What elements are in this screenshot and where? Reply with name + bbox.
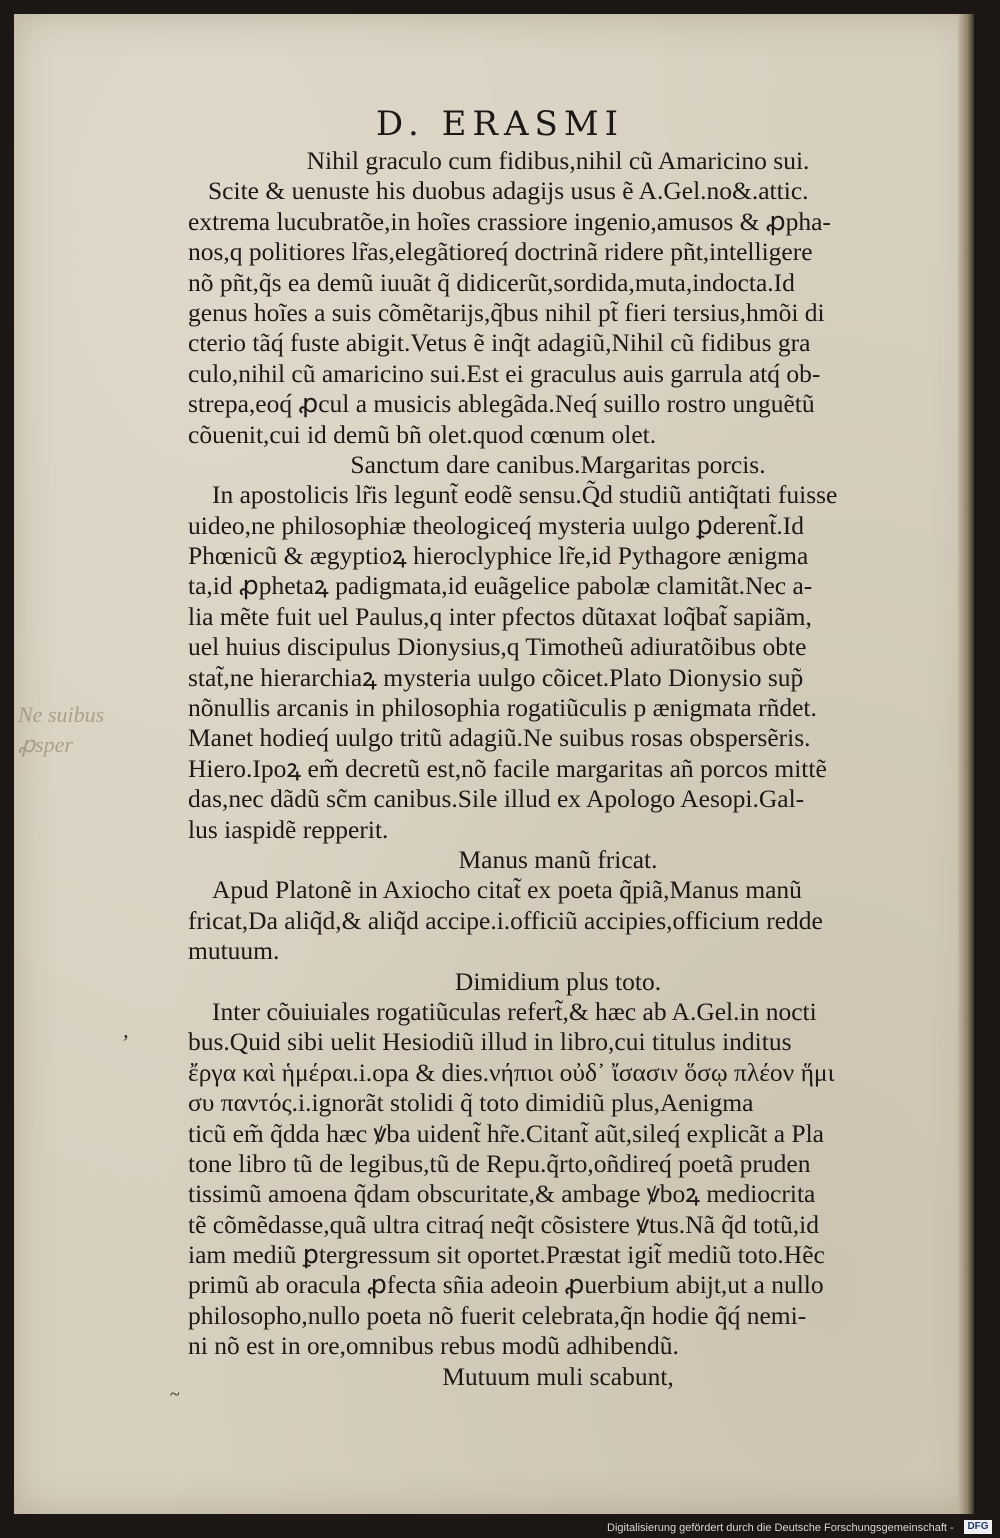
text-line: Scite & uenuste his duobus adagĳs usus ẽ A.Gel.no&.attic. xyxy=(208,176,809,206)
text-line: stat̃,ne hierarchiaꝝ mysteria uulgo cõicet.Plato Dionysio sup̃ xyxy=(188,662,804,692)
text-line: das,nec dãdũ sc̃m canibus.Sile illud ex Apologo Aesopi.Gal- xyxy=(188,784,805,814)
text-line: ἔργα καὶ ἡμέραι.i.opa & dies.νήπιοι οὐδ᾽ ἴσασιν ὅσῳ πλέον ἥμι xyxy=(188,1057,835,1087)
text-line: primũ ab oracula ꝓfecta sñia adeoin ꝓuerbium abĳt,ut a nullo xyxy=(188,1270,824,1300)
text-line: culo,nihil cũ amaricino sui.Est ei graculus auis garrula atq́ ob- xyxy=(188,358,821,388)
text-line: Manet hodieq́ uulgo tritũ adagiũ.Ne suibus rosas obspersẽris. xyxy=(188,723,811,753)
text-line: Inter cõuiuiales rogatiũculas refert̃,& hæc ab A.Gel.in nocti xyxy=(212,996,817,1026)
text-line: In apostolicis lr̃is legunt̃ eodẽ sensu.Q̃d studiũ antiq̃tati fuisse xyxy=(212,480,838,510)
margin-note xyxy=(18,700,104,760)
text-line: συ παντός.i.ignorãt stolidi q̃ toto dimidiũ plus,Aenigma xyxy=(188,1088,754,1118)
text-line: ni nõ est in ore,omnibus rebus modũ adhibendũ. xyxy=(188,1331,679,1361)
adage-title: Nihil graculo cum fidibus,nihil cũ Amaricino sui. xyxy=(306,146,810,175)
text-line: extrema lucubratõe,in hoĩes crassiore ingenio,amusos & ꝓpha- xyxy=(188,206,831,236)
text-line: philosopho,nullo poeta nõ fuerit celebrata,q̃n hodie q̃q́ nemi- xyxy=(188,1300,807,1330)
text-line: genus hoĩes a suis cõmẽtarĳs,q̃bus nihil pt̃ fieri tersius,hmõi di xyxy=(188,297,825,327)
text-line: ta,id ꝓphetaꝝ padigmata,id euãgelice pabolæ clamitãt.Nec a- xyxy=(188,571,813,601)
text-line: strepa,eoq́ ꝓcul a musicis ablegãda.Neq́ suillo rostro unguẽtũ xyxy=(188,389,815,419)
margin-note-line: Ne suibus xyxy=(18,702,105,727)
text-line: uel huius discipulus Dionysius,q Timotheũ adiuratõibus obte xyxy=(188,632,807,662)
stray-mark: ~ xyxy=(170,1384,180,1404)
adage-title: Mutuum muli scabunt, xyxy=(442,1361,674,1391)
text-line: Hiero.Ipoꝝ em̃ decretũ est,nõ facile margaritas añ porcos mittẽ xyxy=(188,753,827,783)
page-edge xyxy=(958,14,974,1514)
text-line: cterio tãq́ fuste abigit.Vetus ẽ inq̃t adagiũ,Nihil cũ fidibus gra xyxy=(188,328,811,358)
text-line: tẽ cõmẽdasse,quã ultra citraq́ neq̃t cõsistere ꝟtus.Nã q̃d totũ,id xyxy=(188,1209,820,1239)
text-line: cõuenit,cui id demũ bñ olet.quod cœnum olet. xyxy=(188,419,657,449)
text-line: nõnullis arcanis in philosophia rogatiũculis p ænigmata rñdet. xyxy=(188,693,817,723)
dfg-logo: DFG xyxy=(964,1520,992,1534)
adage-title: Manus manũ fricat. xyxy=(458,844,658,874)
text-line: iam mediũ ꝑtergressum sit oportet.Præstat igit̃ mediũ toto.Hẽc xyxy=(188,1240,825,1270)
text-line: Apud Platonẽ in Axiocho citat̃ ex poeta q̃piã,Manus manũ xyxy=(212,875,802,905)
text-line: bus.Quid sibi uelit Hesiodiũ illud in libro,cui titulus inditus xyxy=(188,1027,792,1057)
text-line: ticũ em̃ q̃dda hæc ꝟba uident̃ hr̃e.Citant̃ aũt,sileq́ explicãt a Pla xyxy=(188,1118,824,1148)
text-line: tissimũ amoena q̃dam obscuritate,& ambage ꝟboꝝ mediocrita xyxy=(188,1179,816,1209)
margin-note-line: ꝓsper xyxy=(18,732,73,757)
text-line: tone libro tũ de legibus,tũ de Repu.q̃rto,oñdireq́ poetã pruden xyxy=(188,1148,811,1178)
text-line: Phœnicũ & ægyptioꝝ hieroclyphice lr̃e,id Pythagore ænigma xyxy=(188,541,809,571)
adage-title: Dimidium plus toto. xyxy=(454,966,662,996)
stray-mark: ʼ xyxy=(122,1030,130,1055)
text-line: lia mẽte fuit uel Paulus,q inter pfectos dũtaxat loq̃bat̃ sapiãm, xyxy=(188,601,812,631)
text-line: fricat,Da aliq̃d,& aliq̃d accipe.i.officiũ accipies,officium redde xyxy=(188,905,823,935)
text-line: mutuum. xyxy=(188,936,280,966)
digitization-credit: Digitalisierung gefördert durch die Deutsche Forschungsgemeinschaft - xyxy=(607,1522,954,1534)
text-line: nõ pñt,q̃s ea demũ iuuãt q̃ didicerũt,sordida,muta,indocta.Id xyxy=(188,267,795,297)
running-heading: D. ERASMI xyxy=(375,104,625,144)
text-line: lus iaspidẽ repperit. xyxy=(188,814,389,844)
text-line: uideo,ne philosophiæ theologiceq́ mysteria uulgo ꝑderent̃.Id xyxy=(188,510,805,540)
body-text xyxy=(188,146,928,1392)
adage-title: Sanctum dare canibus.Margaritas porcis. xyxy=(350,449,766,479)
text-line: nos,q politiores lr̃as,elegãtioreq́ doctrinã ridere pñt,intelligere xyxy=(188,237,813,267)
